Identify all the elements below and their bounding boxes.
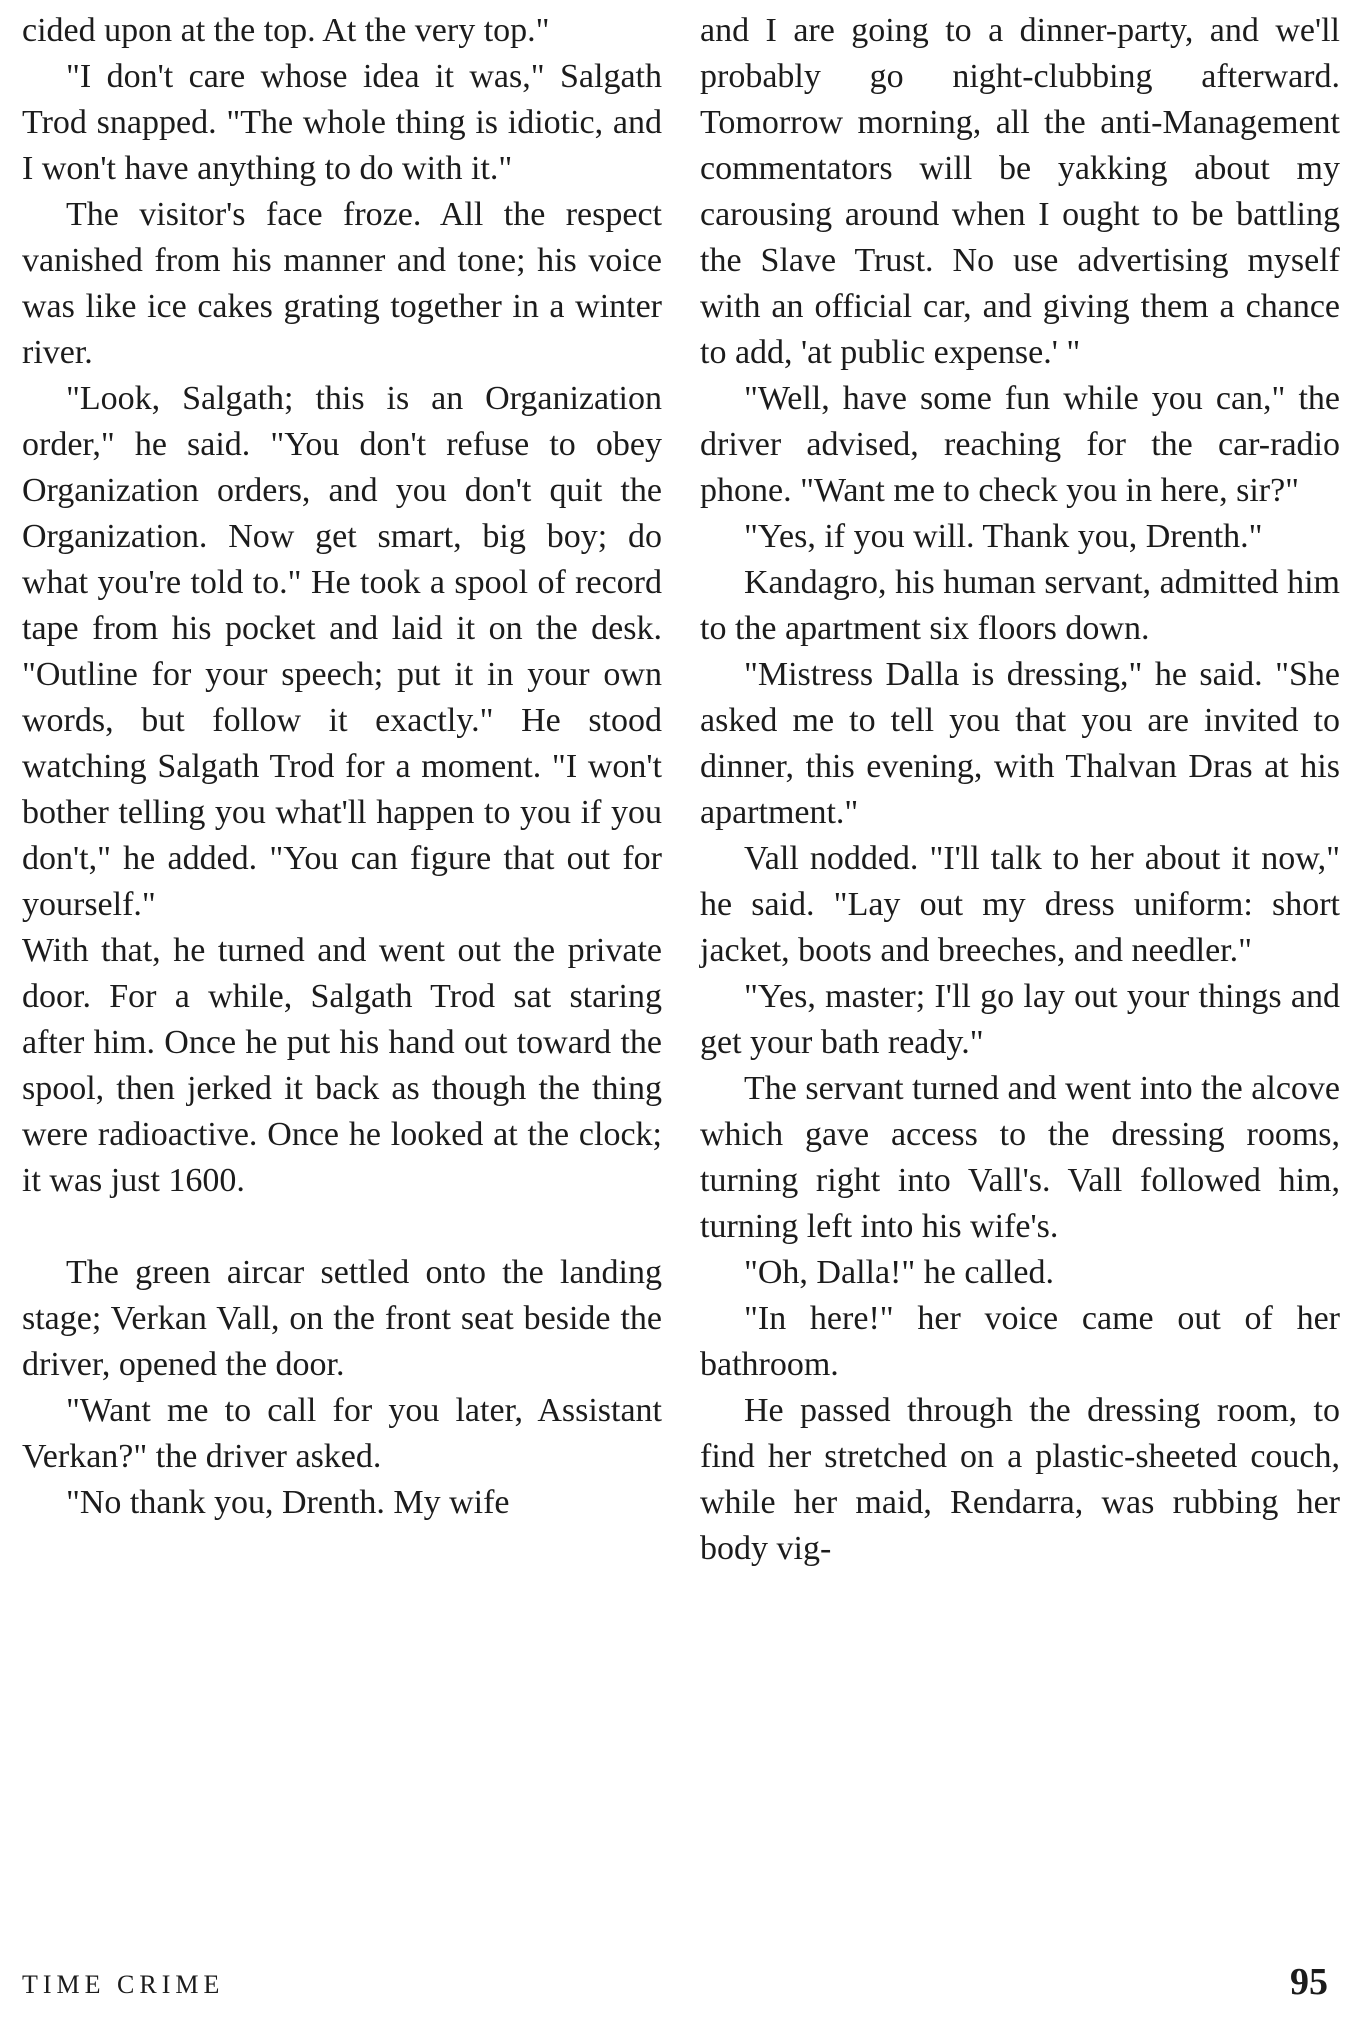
right-text-column — [700, 8, 1340, 1572]
paragraph: Vall nodded. "I'll talk to her about it now," he said. "Lay out my dress uniform: short jacket, boots and breeches, and needler." — [700, 840, 1340, 969]
paragraph: "No thank you, Drenth. My wife — [66, 1484, 510, 1521]
paragraph: "I don't care whose idea it was," Salgath Trod snapped. "The whole thing is idiotic, and I won't have anything to do with it." — [22, 58, 662, 187]
running-title: TIME CRIME — [22, 1970, 225, 1999]
paragraph: "Yes, master; I'll go lay out your things and get your bath ready." — [700, 978, 1340, 1061]
paragraph: The visitor's face froze. All the respect vanished from his manner and tone; his voice was like ice cakes grating together in a winter river. — [22, 196, 662, 371]
paragraph: cided upon at the top. At the very top." — [22, 12, 550, 49]
paragraph: He passed through the dressing room, to find her stretched on a plastic-sheeted couch, while her maid, Rendarra, was rubbing her body vig- — [700, 1392, 1340, 1567]
paragraph: The servant turned and went into the alcove which gave access to the dressing rooms, turning right into Vall's. Vall followed him, turning left into his wife's. — [700, 1070, 1340, 1245]
paragraph: "Look, Salgath; this is an Organization order," he said. "You don't refuse to obey Organization orders, and you don't quit the Organization. Now get smart, big boy; do what you're told to." He took a spool of record tape from his pocket and laid it on the desk. "Outline for your speech; put it in your own words, but follow it exactly." He stood watching Salgath Trod for a moment. "I won't bother telling you what'll happen to you if you don't," he added. "You can figure that out for yourself." — [22, 380, 662, 923]
paragraph: With that, he turned and went out the private door. For a while, Salgath Trod sat staring after him. Once he put his hand out toward the spool, then jerked it back as though the thing were radioactive. Once he looked at the clock; it was just 1600. — [22, 932, 662, 1199]
page-number: 95 — [1290, 1961, 1328, 2003]
paragraph: Kandagro, his human servant, admitted him to the apartment six floors down. — [700, 564, 1340, 647]
paragraph: "Oh, Dalla!" he called. — [744, 1254, 1055, 1291]
paragraph: "Well, have some fun while you can," the driver advised, reaching for the car-radio phone. "Want me to check you in here, sir?" — [700, 380, 1340, 509]
paragraph: "Yes, if you will. Thank you, Drenth." — [744, 518, 1263, 555]
paragraph: and I are going to a dinner-party, and we'll probably go night-clubbing afterward. Tomorrow morning, all the anti-Management commentators will be yakking about my carousing around when I ought to be battling the Slave Trust. No use advertising myself with an official car, and giving them a chance to add, 'at public expense.' " — [700, 12, 1340, 371]
paragraph: "Want me to call for you later, Assistant Verkan?" the driver asked. — [22, 1392, 662, 1475]
paragraph: "Mistress Dalla is dressing," he said. "She asked me to tell you that you are invited to dinner, this evening, with Thalvan Dras at his apartment." — [700, 656, 1340, 831]
paragraph: "In here!" her voice came out of her bathroom. — [700, 1300, 1340, 1383]
left-text-column — [22, 8, 662, 1526]
paragraph: The green aircar settled onto the landing stage; Verkan Vall, on the front seat beside the driver, opened the door. — [22, 1254, 662, 1383]
